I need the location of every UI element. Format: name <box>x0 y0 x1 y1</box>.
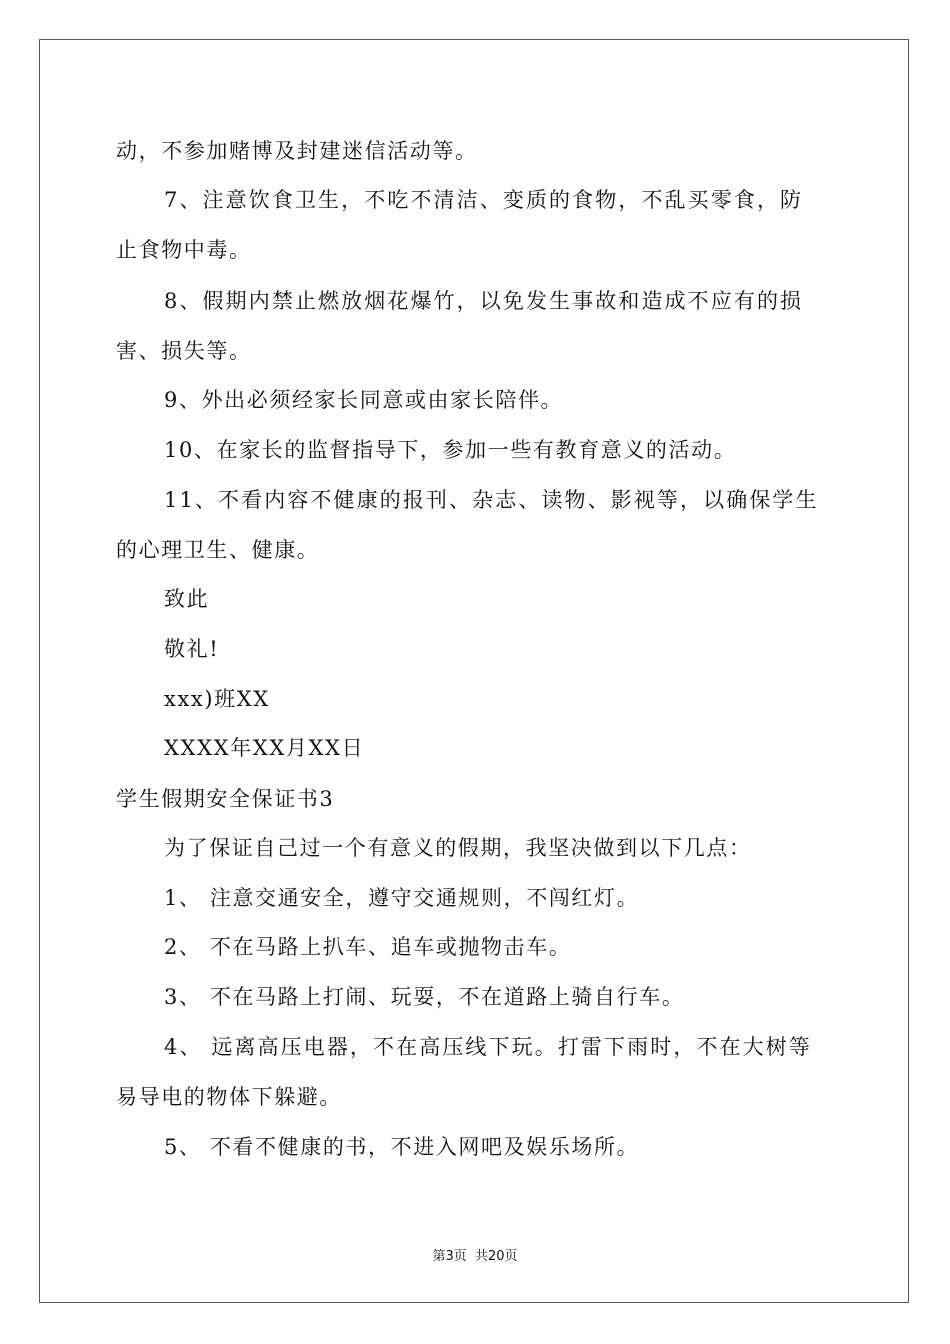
list-item: 3、 不在马路上打闹、玩耍，不在道路上骑自行车。 <box>164 985 685 1009</box>
list-item: 1、 注意交通安全，遵守交通规则，不闯红灯。 <box>164 886 640 910</box>
signature-class: xxx)班XX <box>164 687 270 711</box>
text-line: 止食物中毒。 <box>116 238 252 262</box>
text-line: 的心理卫生、健康。 <box>116 538 320 562</box>
text-line: 9、外出必须经家长同意或由家长陪伴。 <box>164 388 564 412</box>
page-total: 共20页 <box>474 1249 518 1264</box>
signature-date: XXXX年XX月XX日 <box>164 736 365 760</box>
closing-greeting: 致此 <box>164 587 210 611</box>
text-line: 11、不看内容不健康的报刊、杂志、读物、影视等，以确保学生 <box>164 488 819 512</box>
list-item: 4、 远离高压电器，不在高压线下玩。打雷下雨时，不在大树等 <box>164 1035 812 1059</box>
page-footer <box>0 1249 950 1265</box>
page-frame <box>39 39 909 1303</box>
text-line: 10、在家长的监督指导下，参加一些有教育意义的活动。 <box>164 438 737 462</box>
section-title: 学生假期安全保证书3 <box>116 787 335 811</box>
text-line: 动，不参加赌博及封建迷信活动等。 <box>116 139 478 163</box>
text-line: 7、注意饮食卫生，不吃不清洁、变质的食物，不乱买零食，防 <box>164 188 804 212</box>
text-line: 为了保证自己过一个有意义的假期，我坚决做到以下几点： <box>164 836 752 860</box>
list-item: 2、 不在马路上扒车、追车或抛物击车。 <box>164 935 572 959</box>
page-number: 第3页 <box>432 1249 467 1264</box>
text-line: 害、损失等。 <box>116 339 252 363</box>
list-item-continuation: 易导电的物体下躲避。 <box>116 1085 342 1109</box>
text-line: 8、假期内禁止燃放烟花爆竹，以免发生事故和造成不应有的损 <box>164 289 804 313</box>
closing-salute: 敬礼! <box>164 637 220 661</box>
list-item: 5、 不看不健康的书，不进入网吧及娱乐场所。 <box>164 1135 640 1159</box>
